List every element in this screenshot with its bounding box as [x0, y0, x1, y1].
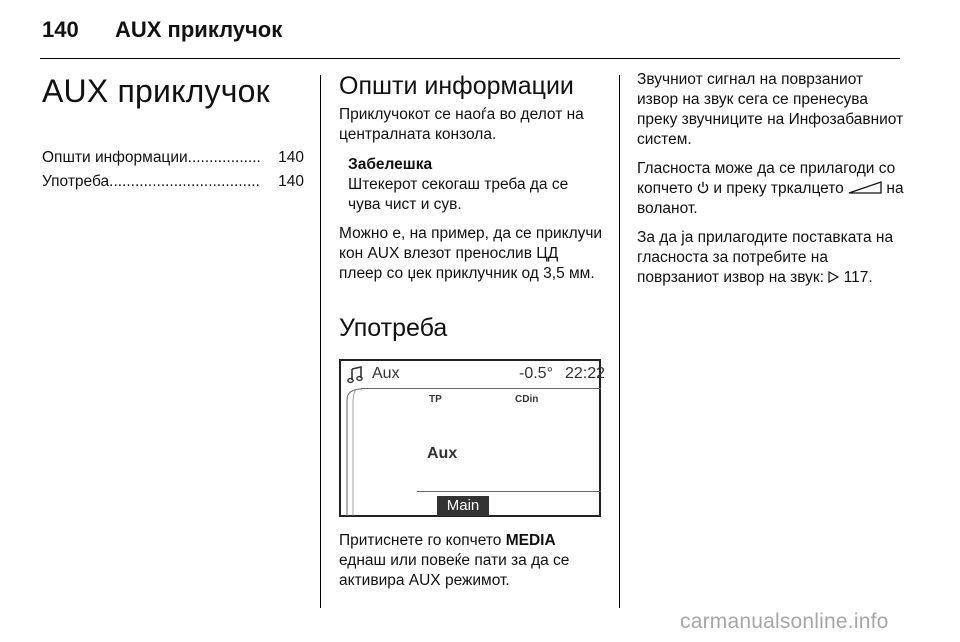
volume-wheel-icon	[848, 181, 882, 194]
music-note-icon	[347, 366, 365, 384]
section-paragraph: Можно е, на пример, да се приклучи кон AUX влезот пренослив ЦД плеер со џек приклучник од 3,5 мм.	[339, 225, 603, 282]
toc-leader: .................	[187, 149, 261, 166]
note-text: Штекерот секогаш треба да се чува чист и сув.	[348, 176, 569, 213]
screen-side-bracket	[341, 388, 363, 517]
screen-cdin-indicator: CDin	[515, 394, 539, 405]
screen-temperature: -0.5°	[519, 365, 553, 382]
toc-page: 140	[278, 149, 304, 166]
section-title-usage: Употреба	[339, 314, 448, 342]
screen-tp-indicator: TP	[429, 394, 442, 405]
page-number: 140	[42, 17, 79, 42]
column-divider-2	[619, 75, 620, 608]
header-rule	[40, 58, 900, 59]
toc-label: Употреба	[42, 173, 110, 190]
body-paragraph	[637, 159, 907, 219]
column-divider-1	[320, 75, 321, 608]
screen-divider	[361, 388, 601, 389]
screen-divider	[417, 491, 601, 492]
power-knob-icon	[697, 181, 709, 194]
body-text: на воланот.	[637, 180, 904, 217]
chapter-title: AUX приклучок	[42, 73, 270, 109]
right-column	[637, 70, 907, 288]
instruction-paragraph	[339, 531, 605, 591]
instruction-text: еднаш или повеќе пати за да се активира AUX режимот.	[339, 552, 570, 589]
toc-leader: ...................................	[109, 173, 260, 190]
section-paragraph: Приклучокот се наоѓа во делот на централната конзола.	[339, 106, 584, 143]
screen-center-label: Aux	[427, 445, 458, 462]
body-paragraph	[637, 228, 907, 288]
screen-main-button[interactable]: Main	[437, 496, 489, 516]
screen-source-label: Aux	[372, 365, 400, 382]
left-column	[42, 70, 304, 194]
page-reference[interactable]: 117.	[839, 269, 873, 286]
note-title: Забелешка	[348, 156, 433, 173]
instruction-text: Притиснете го копчето	[339, 532, 506, 549]
body-text: Гласноста може да се прилагоди со копчето	[637, 160, 896, 197]
toc-label: Општи информации	[42, 149, 188, 166]
toc-page: 140	[278, 173, 304, 190]
watermark: carmanualsonline.info	[680, 610, 889, 633]
toc-entry-usage[interactable]	[42, 170, 304, 194]
body-text: За да ја прилагодите поставката на гласноста за потребите на поврзаниот извор на звук:	[637, 229, 894, 286]
section-title-general: Општи информации	[339, 72, 574, 100]
table-of-contents	[42, 146, 304, 194]
body-text: и преку тркалцето	[709, 180, 849, 197]
infotainment-screen	[339, 359, 606, 517]
running-title: AUX приклучок	[115, 17, 283, 42]
middle-column	[339, 70, 605, 591]
toc-entry-general[interactable]	[42, 146, 304, 170]
screen-clock: 22:22	[565, 365, 606, 382]
body-paragraph: Звучниот сигнал на поврзаниот извор на звук сега се пренесува преку звучниците на Инфозабавниот систем.	[637, 71, 904, 148]
cross-reference-arrow-icon	[828, 271, 839, 283]
media-key-label: MEDIA	[505, 532, 556, 549]
page-header	[0, 0, 960, 58]
note-box	[348, 155, 605, 215]
